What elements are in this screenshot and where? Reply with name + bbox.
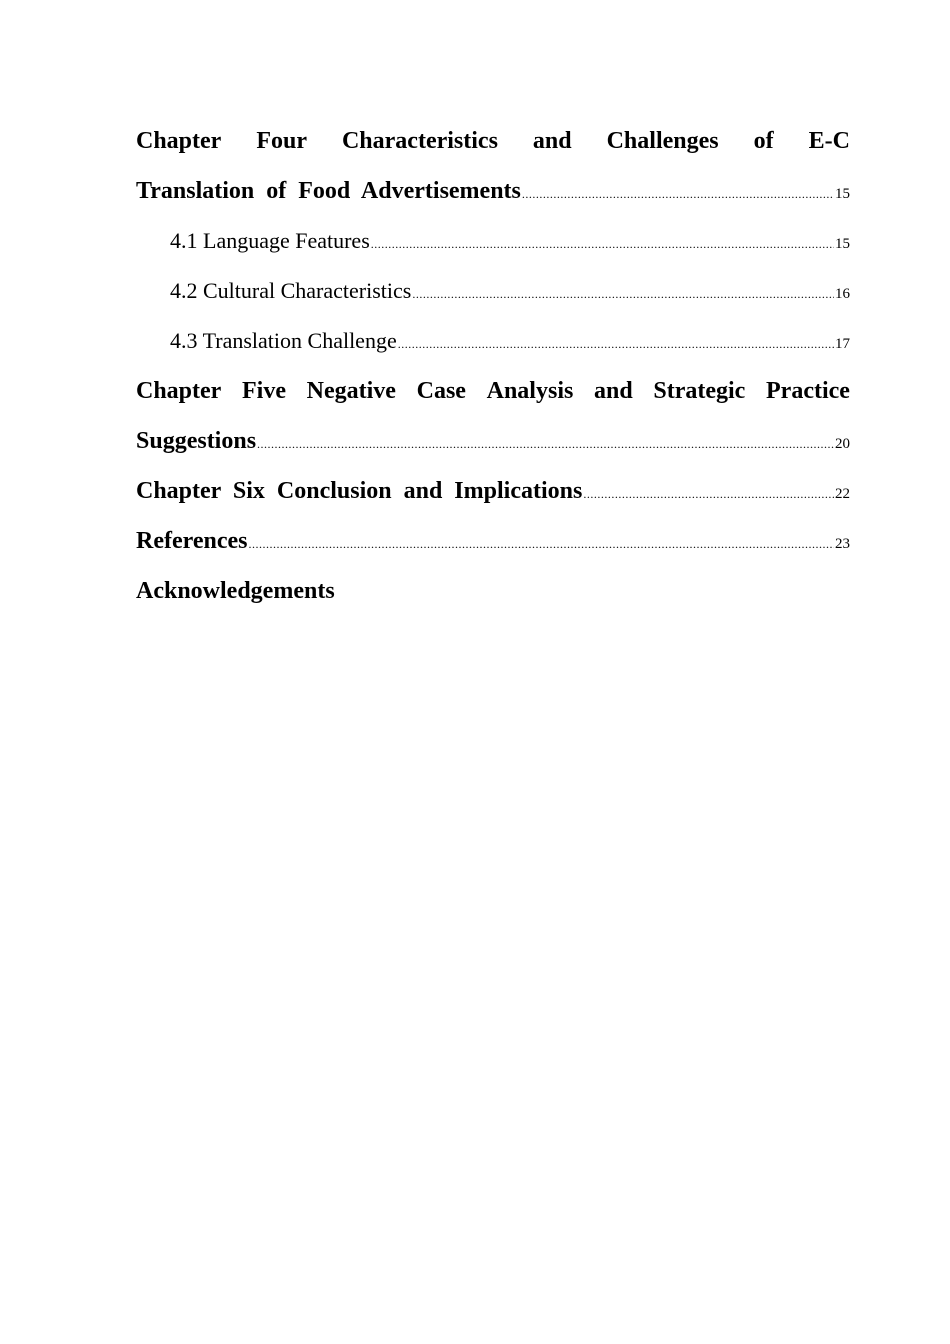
toc-chapter-five-line1[interactable] <box>136 366 850 416</box>
toc-page-number: 15 <box>835 186 850 202</box>
toc-page-number: 22 <box>835 486 850 502</box>
toc-word: and <box>532 128 572 154</box>
toc-entry-text: Translation of Food Advertisements <box>136 178 521 204</box>
toc-references[interactable] <box>136 516 850 566</box>
toc-section-4-2[interactable] <box>136 266 850 316</box>
toc-word: Characteristics <box>341 128 498 154</box>
toc-word: Challenges <box>606 128 719 154</box>
toc-acknowledgements[interactable] <box>136 566 850 616</box>
toc-entry-text: 4.3 Translation Challenge <box>170 328 397 353</box>
dot-leader <box>583 488 834 500</box>
toc-word: Four <box>256 128 307 154</box>
table-of-contents <box>136 116 850 616</box>
toc-word: of <box>753 128 774 154</box>
toc-entry-text: Chapter Six Conclusion and Implications <box>136 478 583 504</box>
toc-word: Chapter <box>136 128 222 154</box>
toc-chapter-four-line2[interactable] <box>136 166 850 216</box>
toc-section-4-3[interactable] <box>136 316 850 366</box>
toc-entry-text: Suggestions <box>136 428 257 454</box>
toc-page-number: 20 <box>835 436 850 452</box>
dot-leader <box>412 288 834 300</box>
toc-page-number: 16 <box>835 286 850 302</box>
toc-page-number: 17 <box>835 336 850 352</box>
toc-word: Case <box>416 378 466 404</box>
toc-word: Negative <box>306 378 396 404</box>
toc-chapter-four-line1[interactable] <box>136 116 850 166</box>
dot-leader <box>249 538 835 550</box>
toc-word: Strategic <box>653 378 746 404</box>
dot-leader <box>398 338 834 350</box>
toc-entry-text: 4.2 Cultural Characteristics <box>170 278 412 303</box>
dot-leader <box>522 188 834 200</box>
toc-page-number: 23 <box>835 536 850 552</box>
toc-entry-text: 4.1 Language Features <box>170 228 370 253</box>
toc-section-4-1[interactable] <box>136 216 850 266</box>
toc-word: Analysis <box>486 378 574 404</box>
toc-entry-text: References <box>136 528 248 554</box>
dot-leader <box>371 238 834 250</box>
dot-leader <box>257 438 834 450</box>
toc-chapter-six[interactable] <box>136 466 850 516</box>
toc-page-number: 15 <box>835 236 850 252</box>
toc-word: Practice <box>766 378 850 404</box>
toc-word: E-C <box>808 128 850 154</box>
toc-chapter-five-line2[interactable] <box>136 416 850 466</box>
toc-word: Chapter <box>136 378 222 404</box>
toc-word: and <box>594 378 633 404</box>
toc-word: Five <box>242 378 286 404</box>
toc-entry-text: Acknowledgements <box>136 578 335 604</box>
